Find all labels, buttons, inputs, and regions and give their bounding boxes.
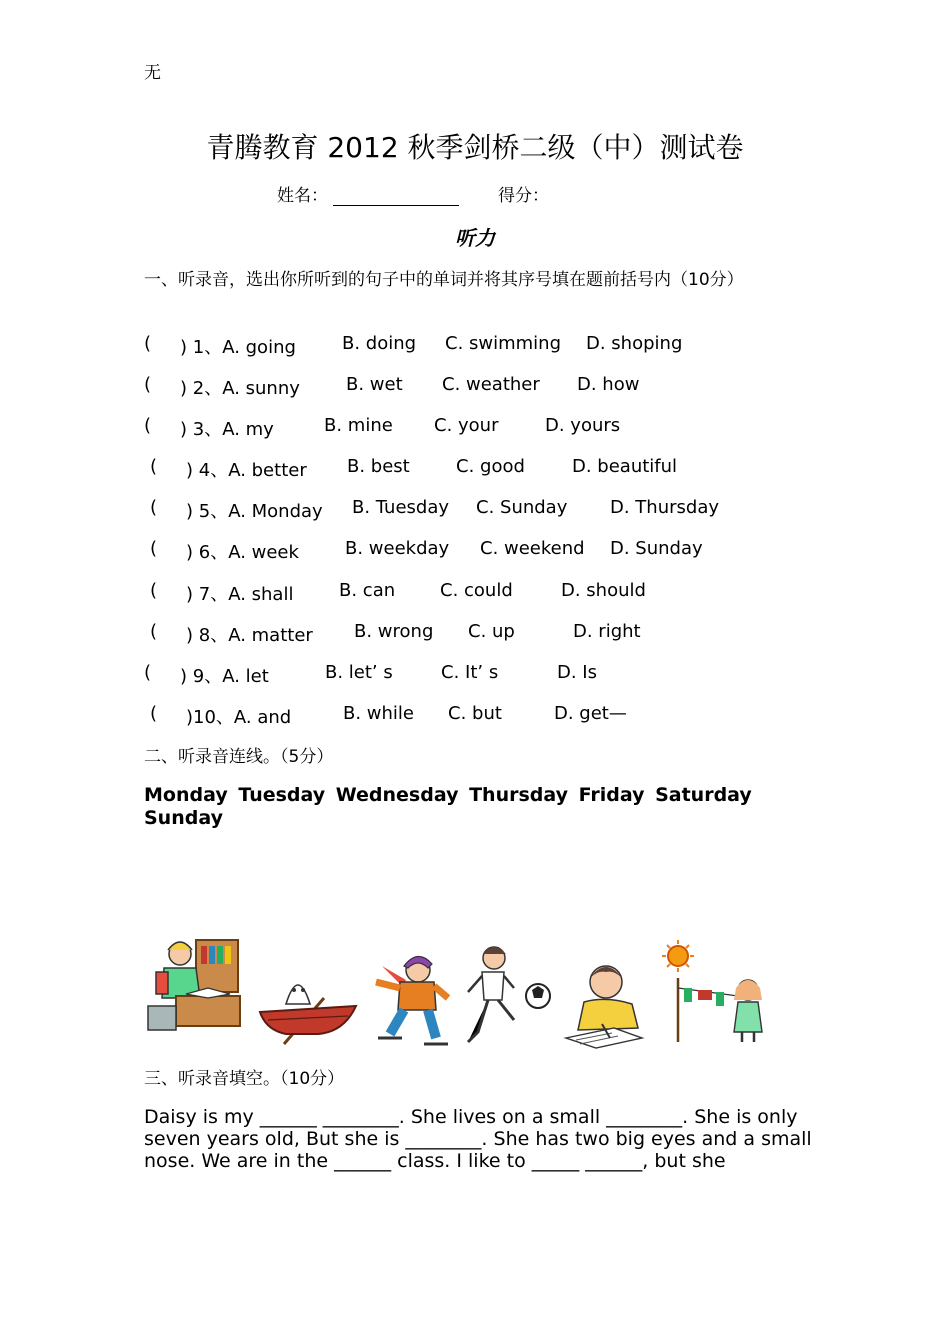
fill-in-passage: Daisy is my ______ ________. She lives on a small ________. She is only seven years old, But she is ________. She has two big eyes and a small nose. We are in the ______ class. I like to _____ ______, but she bbox=[144, 1106, 812, 1172]
option-b: B. while bbox=[343, 703, 414, 724]
option-d: D. Is bbox=[557, 662, 597, 683]
score-label: 得分： bbox=[498, 186, 549, 206]
question-row bbox=[144, 333, 844, 359]
part2-instruction: 二、听录音连线。（5分） bbox=[144, 747, 334, 767]
boat-rowing-icon bbox=[258, 968, 358, 1048]
question-row bbox=[144, 415, 844, 441]
question-row bbox=[144, 662, 844, 688]
boy-writing-icon bbox=[562, 958, 646, 1050]
answer-paren[interactable]: ( bbox=[144, 374, 152, 395]
part3-instruction: 三、听录音填空。（10分） bbox=[144, 1069, 345, 1089]
option-b: B. best bbox=[347, 456, 410, 477]
option-d: D. Thursday bbox=[610, 497, 720, 518]
boy-football-icon bbox=[458, 944, 556, 1048]
question-row bbox=[144, 580, 844, 606]
girl-laundry-icon bbox=[654, 938, 770, 1046]
question-row bbox=[144, 621, 844, 647]
option-c: C. but bbox=[448, 703, 502, 724]
option-d: D. Sunday bbox=[610, 538, 703, 559]
question-row bbox=[144, 497, 844, 523]
question-row bbox=[144, 538, 844, 564]
option-d: D. how bbox=[577, 374, 640, 395]
option-d: D. shoping bbox=[586, 333, 683, 354]
option-a: ) 6、A. week bbox=[186, 542, 299, 563]
option-a: )10、A. and bbox=[186, 707, 292, 728]
answer-paren[interactable]: ( bbox=[144, 415, 152, 436]
option-a: ) 4、A. better bbox=[186, 460, 307, 481]
option-c: C. swimming bbox=[445, 333, 562, 354]
answer-paren[interactable]: ( bbox=[144, 333, 152, 354]
name-field bbox=[277, 181, 459, 206]
option-c: C. up bbox=[468, 621, 515, 642]
question-row bbox=[144, 374, 844, 400]
name-label: 姓名： bbox=[277, 186, 328, 206]
option-a: ) 5、A. Monday bbox=[186, 501, 323, 522]
part1-instruction: 一、听录音，选出你所听到的句子中的单词并将其序号填在题前括号内（10分） bbox=[144, 270, 744, 290]
option-a: ) 9、A. let bbox=[180, 666, 269, 687]
weekday-list: Monday Tuesday Wednesday Thursday Friday Saturday Sunday bbox=[144, 784, 752, 829]
option-b: B. Tuesday bbox=[352, 497, 450, 518]
answer-paren[interactable]: ( bbox=[150, 621, 158, 642]
option-b: B. mine bbox=[324, 415, 393, 436]
answer-paren[interactable]: ( bbox=[150, 456, 158, 477]
option-b: B. wrong bbox=[354, 621, 434, 642]
header-mark: 无 bbox=[144, 63, 161, 83]
answer-paren[interactable]: ( bbox=[150, 703, 158, 724]
page-title: 青腾教育 2012 秋季剑桥二级（中）测试卷 bbox=[206, 131, 744, 164]
skating-child-icon bbox=[372, 952, 450, 1050]
question-row bbox=[144, 703, 844, 729]
option-c: C. It’ s bbox=[441, 662, 499, 683]
option-b: B. weekday bbox=[345, 538, 450, 559]
option-b: B. doing bbox=[342, 333, 417, 354]
option-c: C. could bbox=[440, 580, 513, 601]
option-a: ) 3、A. my bbox=[180, 419, 274, 440]
option-b: B. can bbox=[339, 580, 396, 601]
option-d: D. beautiful bbox=[572, 456, 678, 477]
name-blank[interactable] bbox=[333, 185, 459, 206]
option-c: C. your bbox=[434, 415, 499, 436]
option-a: ) 2、A. sunny bbox=[180, 378, 300, 399]
option-c: C. weather bbox=[442, 374, 540, 395]
option-b: B. wet bbox=[346, 374, 403, 395]
option-d: D. right bbox=[573, 621, 641, 642]
option-c: C. Sunday bbox=[476, 497, 568, 518]
section-listening-title: 听力 bbox=[455, 226, 495, 250]
answer-paren[interactable]: ( bbox=[144, 662, 152, 683]
option-a: ) 8、A. matter bbox=[186, 625, 313, 646]
option-a: ) 7、A. shall bbox=[186, 584, 294, 605]
answer-paren[interactable]: ( bbox=[150, 497, 158, 518]
option-a: ) 1、A. going bbox=[180, 337, 296, 358]
option-c: C. weekend bbox=[480, 538, 585, 559]
girl-reading-icon bbox=[146, 934, 242, 1038]
option-c: C. good bbox=[456, 456, 525, 477]
option-d: D. get— bbox=[554, 703, 627, 724]
option-d: D. yours bbox=[545, 415, 621, 436]
option-d: D. should bbox=[561, 580, 646, 601]
answer-paren[interactable]: ( bbox=[150, 580, 158, 601]
answer-paren[interactable]: ( bbox=[150, 538, 158, 559]
question-row bbox=[144, 456, 844, 482]
option-b: B. let’ s bbox=[325, 662, 393, 683]
